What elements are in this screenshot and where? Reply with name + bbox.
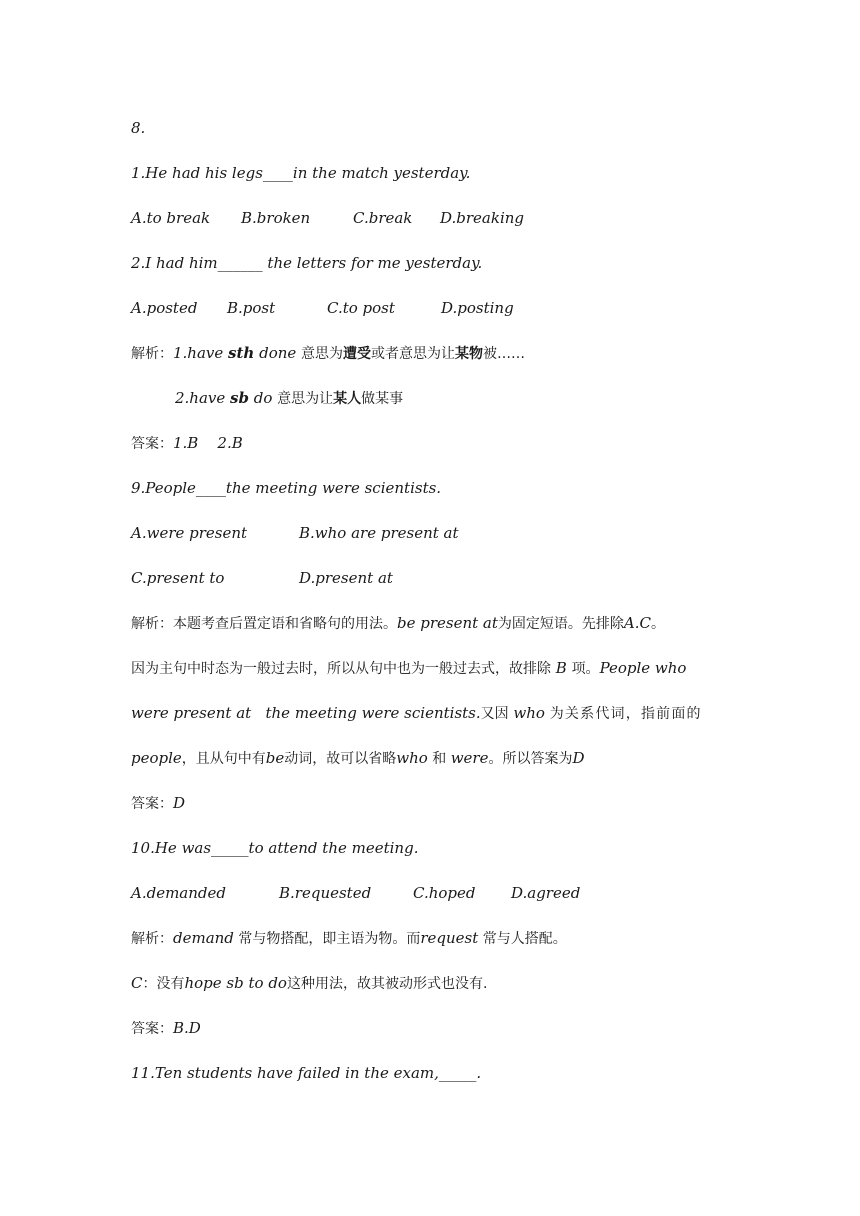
text: 项。 [571,661,600,677]
text: 动词，故可以省略 [284,751,397,767]
option-b: B.broken [241,209,311,227]
explanation-10-line-1 [131,928,567,949]
text: 常与物搭配，即主语为物。而 [233,931,421,947]
explanation-9-line-3 [131,703,702,724]
text: 或者意思为让 [371,346,456,362]
text: People who [599,659,687,677]
text: demand [173,929,234,947]
explanation-9-line-4 [131,748,585,769]
text: 又因 [480,706,509,722]
question-2-options [131,298,514,318]
option-c: C.to post [327,299,395,317]
text: 某人 [333,391,362,407]
text: 因为主句中时态为一般过去时，所以从句中也为一般过去式，故排除 [131,661,551,677]
answer-1 [131,433,243,454]
text: 某物 [455,346,484,362]
question-1 [131,163,470,183]
explanation-2 [175,388,403,409]
option-b: B.requested [279,884,372,902]
question-11-text: 11.Ten students have failed in the exam,_____. [131,1064,482,1082]
text: done [254,344,302,362]
answer-value: D [173,794,186,812]
question-9 [131,478,441,498]
question-1-options [131,208,524,228]
text: were [450,749,489,767]
text: who [396,749,428,767]
text: be [265,749,285,767]
answer-label: 答案： [131,436,173,452]
text: 本题考查后置定语和省略句的用法。 [173,616,397,632]
text: 常与人搭配。 [478,931,567,947]
option-a: A.posted [131,299,198,317]
text: 为固定短语。先排除 [497,616,624,632]
explanation-label: 解析： [131,931,173,947]
text: request [420,929,479,947]
text: be present at [397,614,498,632]
section-number-text: 8. [131,119,146,137]
option-c: C.break [353,209,413,227]
text: 为关系代词，指前面的 [549,706,702,722]
section-number [131,118,145,138]
text: 意思为 [301,346,344,362]
question-1-text: 1.He had his legs____in the match yesterday. [131,164,471,182]
text: 这种用法，故其被动形式也没有. [286,976,488,992]
option-a: A.were present [131,524,248,542]
text: 意思为让 [277,391,334,407]
answer-label: 答案： [131,1021,173,1037]
text: people [131,749,182,767]
text: 。所以答案为 [488,751,573,767]
question-11 [131,1063,481,1083]
text: 。 [650,616,665,632]
option-d: D.posting [441,299,514,317]
text: ，且从句中有 [181,751,266,767]
text: ：没有 [142,976,185,992]
text: sb [230,389,249,407]
option-b: B.post [227,299,276,317]
text: A.C [623,614,651,632]
option-d: D.breaking [440,209,525,227]
text: were present at the meeting were scientists. [131,704,481,722]
question-9-options-row-1 [131,523,459,543]
explanation-1 [131,343,525,364]
question-9-options-row-2 [131,568,393,588]
explanation-label: 解析： [131,346,173,362]
option-a: A.to break [131,209,211,227]
option-c: C.hoped [413,884,476,902]
text: do [248,389,278,407]
explanation-9-line-1 [131,613,665,634]
text: C [131,974,143,992]
text: B [551,659,572,677]
option-c: C.present to [131,569,225,587]
text: sth [228,344,255,362]
question-2-text: 2.I had him______ the letters for me yesterday. [131,254,483,272]
answer-10 [131,1018,201,1039]
question-2 [131,253,482,273]
text: 被…… [483,346,526,362]
text: hope sb to do [184,974,287,992]
text: who [508,704,550,722]
explanation-10-line-2 [131,973,487,994]
text: 做某事 [361,391,404,407]
text: 1.have [173,344,229,362]
text: 遭受 [343,346,372,362]
answer-9 [131,793,185,814]
question-9-text: 9.People____the meeting were scientists. [131,479,442,497]
answer-value: 1.B 2.B [173,434,243,452]
option-a: A.demanded [131,884,226,902]
explanation-label: 解析： [131,616,173,632]
option-b: B.who are present at [299,524,459,542]
option-d: D.agreed [511,884,581,902]
question-10 [131,838,418,858]
explanation-9-line-2 [131,658,686,679]
answer-value: B.D [173,1019,201,1037]
option-d: D.present at [299,569,393,587]
question-10-text: 10.He was_____to attend the meeting. [131,839,419,857]
text: 和 [427,751,451,767]
text: D [572,749,585,767]
text: 2.have [175,389,231,407]
answer-label: 答案： [131,796,173,812]
question-10-options [131,883,580,903]
